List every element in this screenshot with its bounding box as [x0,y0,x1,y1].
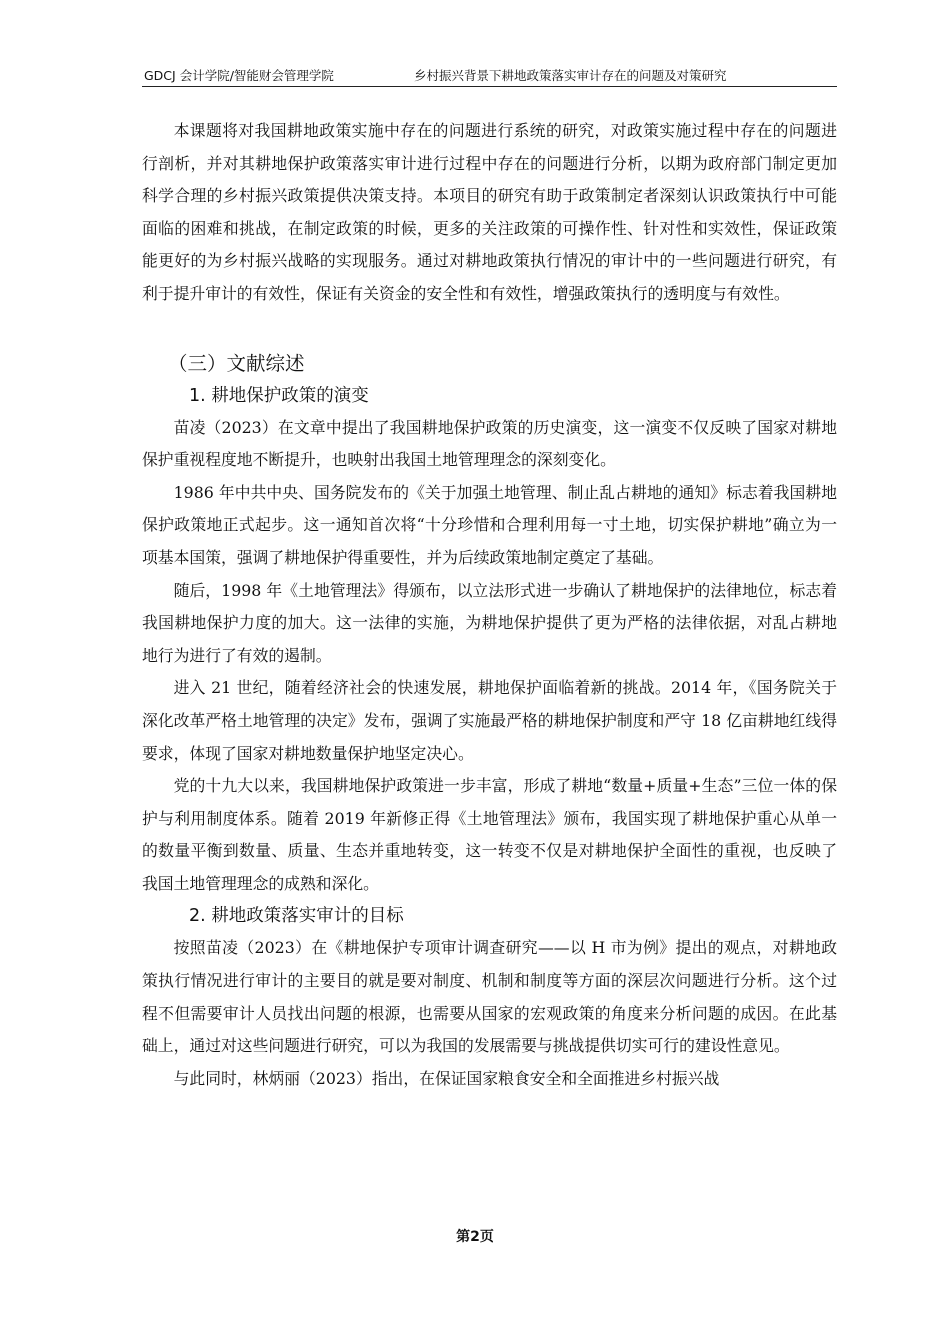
paragraph: 与此同时，林炳丽（2023）指出，在保证国家粮食安全和全面推进乡村振兴战 [173,1068,720,1088]
page-number: 第2页 [456,1229,494,1245]
paragraph: 随后，1998 年《土地管理法》得颁布，以立法形式进一步确认了耕地保护的法律地位，标志着我国耕地保护力度的加大。这一法律的实施，为耕地保护提供了更为严格的法律依据，对乱占耕地地行为进行了有效的遏制。 [142,580,837,665]
header-institution: GDCJ 会计学院/智能财会管理学院 [144,68,334,83]
section-title: （三）文献综述 [168,351,305,375]
paragraph: 党的十九大以来，我国耕地保护政策进一步丰富，形成了耕地“数量+质量+生态”三位一体的保护与利用制度体系。随着 2019 年新修正得《土地管理法》颁布，我国实现了耕地保护重心从单一的数量平衡到数量、质量、生态并重地转变，这一转变不仅是对耕地保护全面性的重视，也反映了我国土地管理理念的成熟和深化。 [142,776,837,893]
paragraph: 进入 21 世纪，随着经济社会的快速发展，耕地保护面临着新的挑战。2014 年，《国务院关于深化改革严格土地管理的决定》发布，强调了实施最严格的耕地保护制度和严守 18 亿亩耕地红线得要求，体现了国家对耕地数量保护地坚定决心。 [142,678,837,763]
paragraph: 1986 年中共中央、国务院发布的《关于加强土地管理、制止乱占耕地的通知》标志着我国耕地保护政策地正式起步。这一通知首次将“十分珍惜和合理利用每一寸土地，切实保护耕地”确立为一项基本国策，强调了耕地保护得重要性，并为后续政策地制定奠定了基础。 [142,482,837,567]
intro-paragraph: 本课题将对我国耕地政策实施中存在的问题进行系统的研究，对政策实施过程中存在的问题进行剖析，并对其耕地保护政策落实审计进行过程中存在的问题进行分析，以期为政府部门制定更加科学合理的乡村振兴政策提供决策支持。本项目的研究有助于政策制定者深刻认识政策执行中可能面临的困难和挑战，在制定政策的时候，更多的关注政策的可操作性、针对性和实效性，保证政策能更好的为乡村振兴战略的实现服务。通过对耕地政策执行情况的审计中的一些问题进行研究，有利于提升审计的有效性，保证有关资金的安全性和有效性，增强政策执行的透明度与有效性。 [142,121,837,303]
subsection-title-1: 1. 耕地保护政策的演变 [189,385,369,406]
header-thesis-title: 乡村振兴背景下耕地政策落实审计存在的问题及对策研究 [414,68,727,83]
page-header [142,66,837,87]
paragraph: 苗凌（2023）在文章中提出了我国耕地保护政策的历史演变，这一演变不仅反映了国家对耕地保护重视程度地不断提升，也映射出我国土地管理理念的深刻变化。 [142,417,837,470]
page-body [142,115,837,1095]
subsection-title-2: 2. 耕地政策落实审计的目标 [189,906,404,927]
paragraph: 按照苗凌（2023）在《耕地保护专项审计调查研究——以 H 市为例》提出的观点，对耕地政策执行情况进行审计的主要目的就是要对制度、机制和制度等方面的深层次问题进行分析。这个过程不但需要审计人员找出问题的根源，也需要从国家的宏观政策的角度来分析问题的成因。在此基础上，通过对这些问题进行研究，可以为我国的发展需要与挑战提供切实可行的建设性意见。 [142,938,837,1056]
